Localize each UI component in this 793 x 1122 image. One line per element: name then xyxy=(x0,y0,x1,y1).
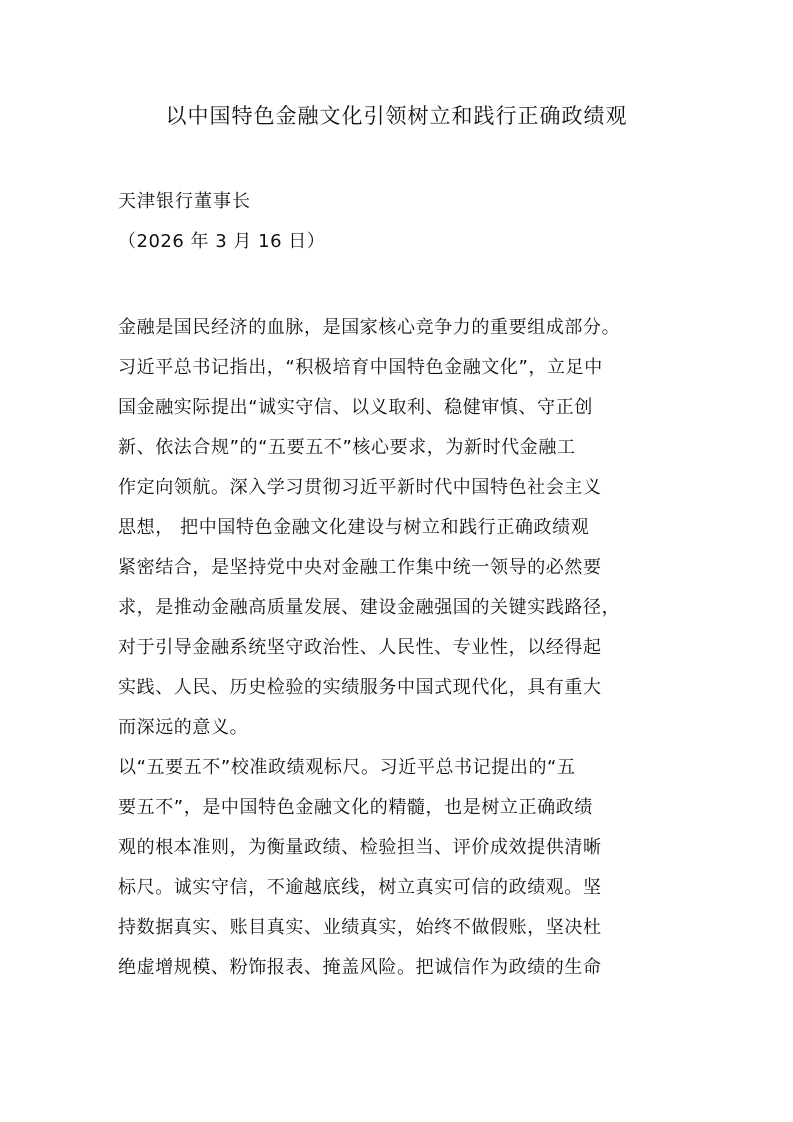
body-line: 紧密结合，是坚持党中央对金融工作集中统一领导的必然要 xyxy=(118,557,602,578)
body-line: 标尺。诚实守信，不逾越底线，树立真实可信的政绩观。坚 xyxy=(118,877,602,898)
body-line: 对于引导金融系统坚守政治性、人民性、专业性，以经得起 xyxy=(118,637,602,658)
body-line: 而深远的意义。 xyxy=(118,717,249,738)
body-line: 思想， 把中国特色金融文化建设与树立和践行正确政绩观 xyxy=(118,517,590,538)
body-line: 绝虚增规模、粉饰报表、掩盖风险。把诚信作为政绩的生命 xyxy=(118,957,602,978)
body-line: 以“五要五不”校准政绩观标尺。习近平总书记提出的“五 xyxy=(118,757,576,778)
body-line: 习近平总书记指出，“积极培育中国特色金融文化”，立足中 xyxy=(118,357,603,378)
body-text xyxy=(118,308,680,988)
date-line: （2026 年 3 月 16 日） xyxy=(118,231,326,252)
body-line: 观的根本准则，为衡量政绩、检验担当、评价成效提供清晰 xyxy=(118,837,602,858)
body-line: 新、依法合规”的“五要五不”核心要求，为新时代金融工 xyxy=(118,437,576,458)
body-line: 金融是国民经济的血脉，是国家核心竞争力的重要组成部分。 xyxy=(118,317,621,338)
body-line: 求，是推动金融高质量发展、建设金融强国的关键实践路径， xyxy=(118,597,621,618)
body-line: 实践、人民、历史检验的实绩服务中国式现代化，具有重大 xyxy=(118,677,602,698)
body-line: 国金融实际提出“诚实守信、以义取利、稳健审慎、守正创 xyxy=(118,397,593,418)
document-title: 以中国特色金融文化引领树立和践行正确政绩观 xyxy=(165,104,628,128)
body-line: 作定向领航。深入学习贯彻习近平新时代中国特色社会主义 xyxy=(118,477,602,498)
body-line: 持数据真实、账目真实、业绩真实，始终不做假账，坚决杜 xyxy=(118,917,602,938)
body-line: 要五不”，是中国特色金融文化的精髓，也是树立正确政绩 xyxy=(118,797,593,818)
author-line: 天津银行董事长 xyxy=(118,191,251,212)
